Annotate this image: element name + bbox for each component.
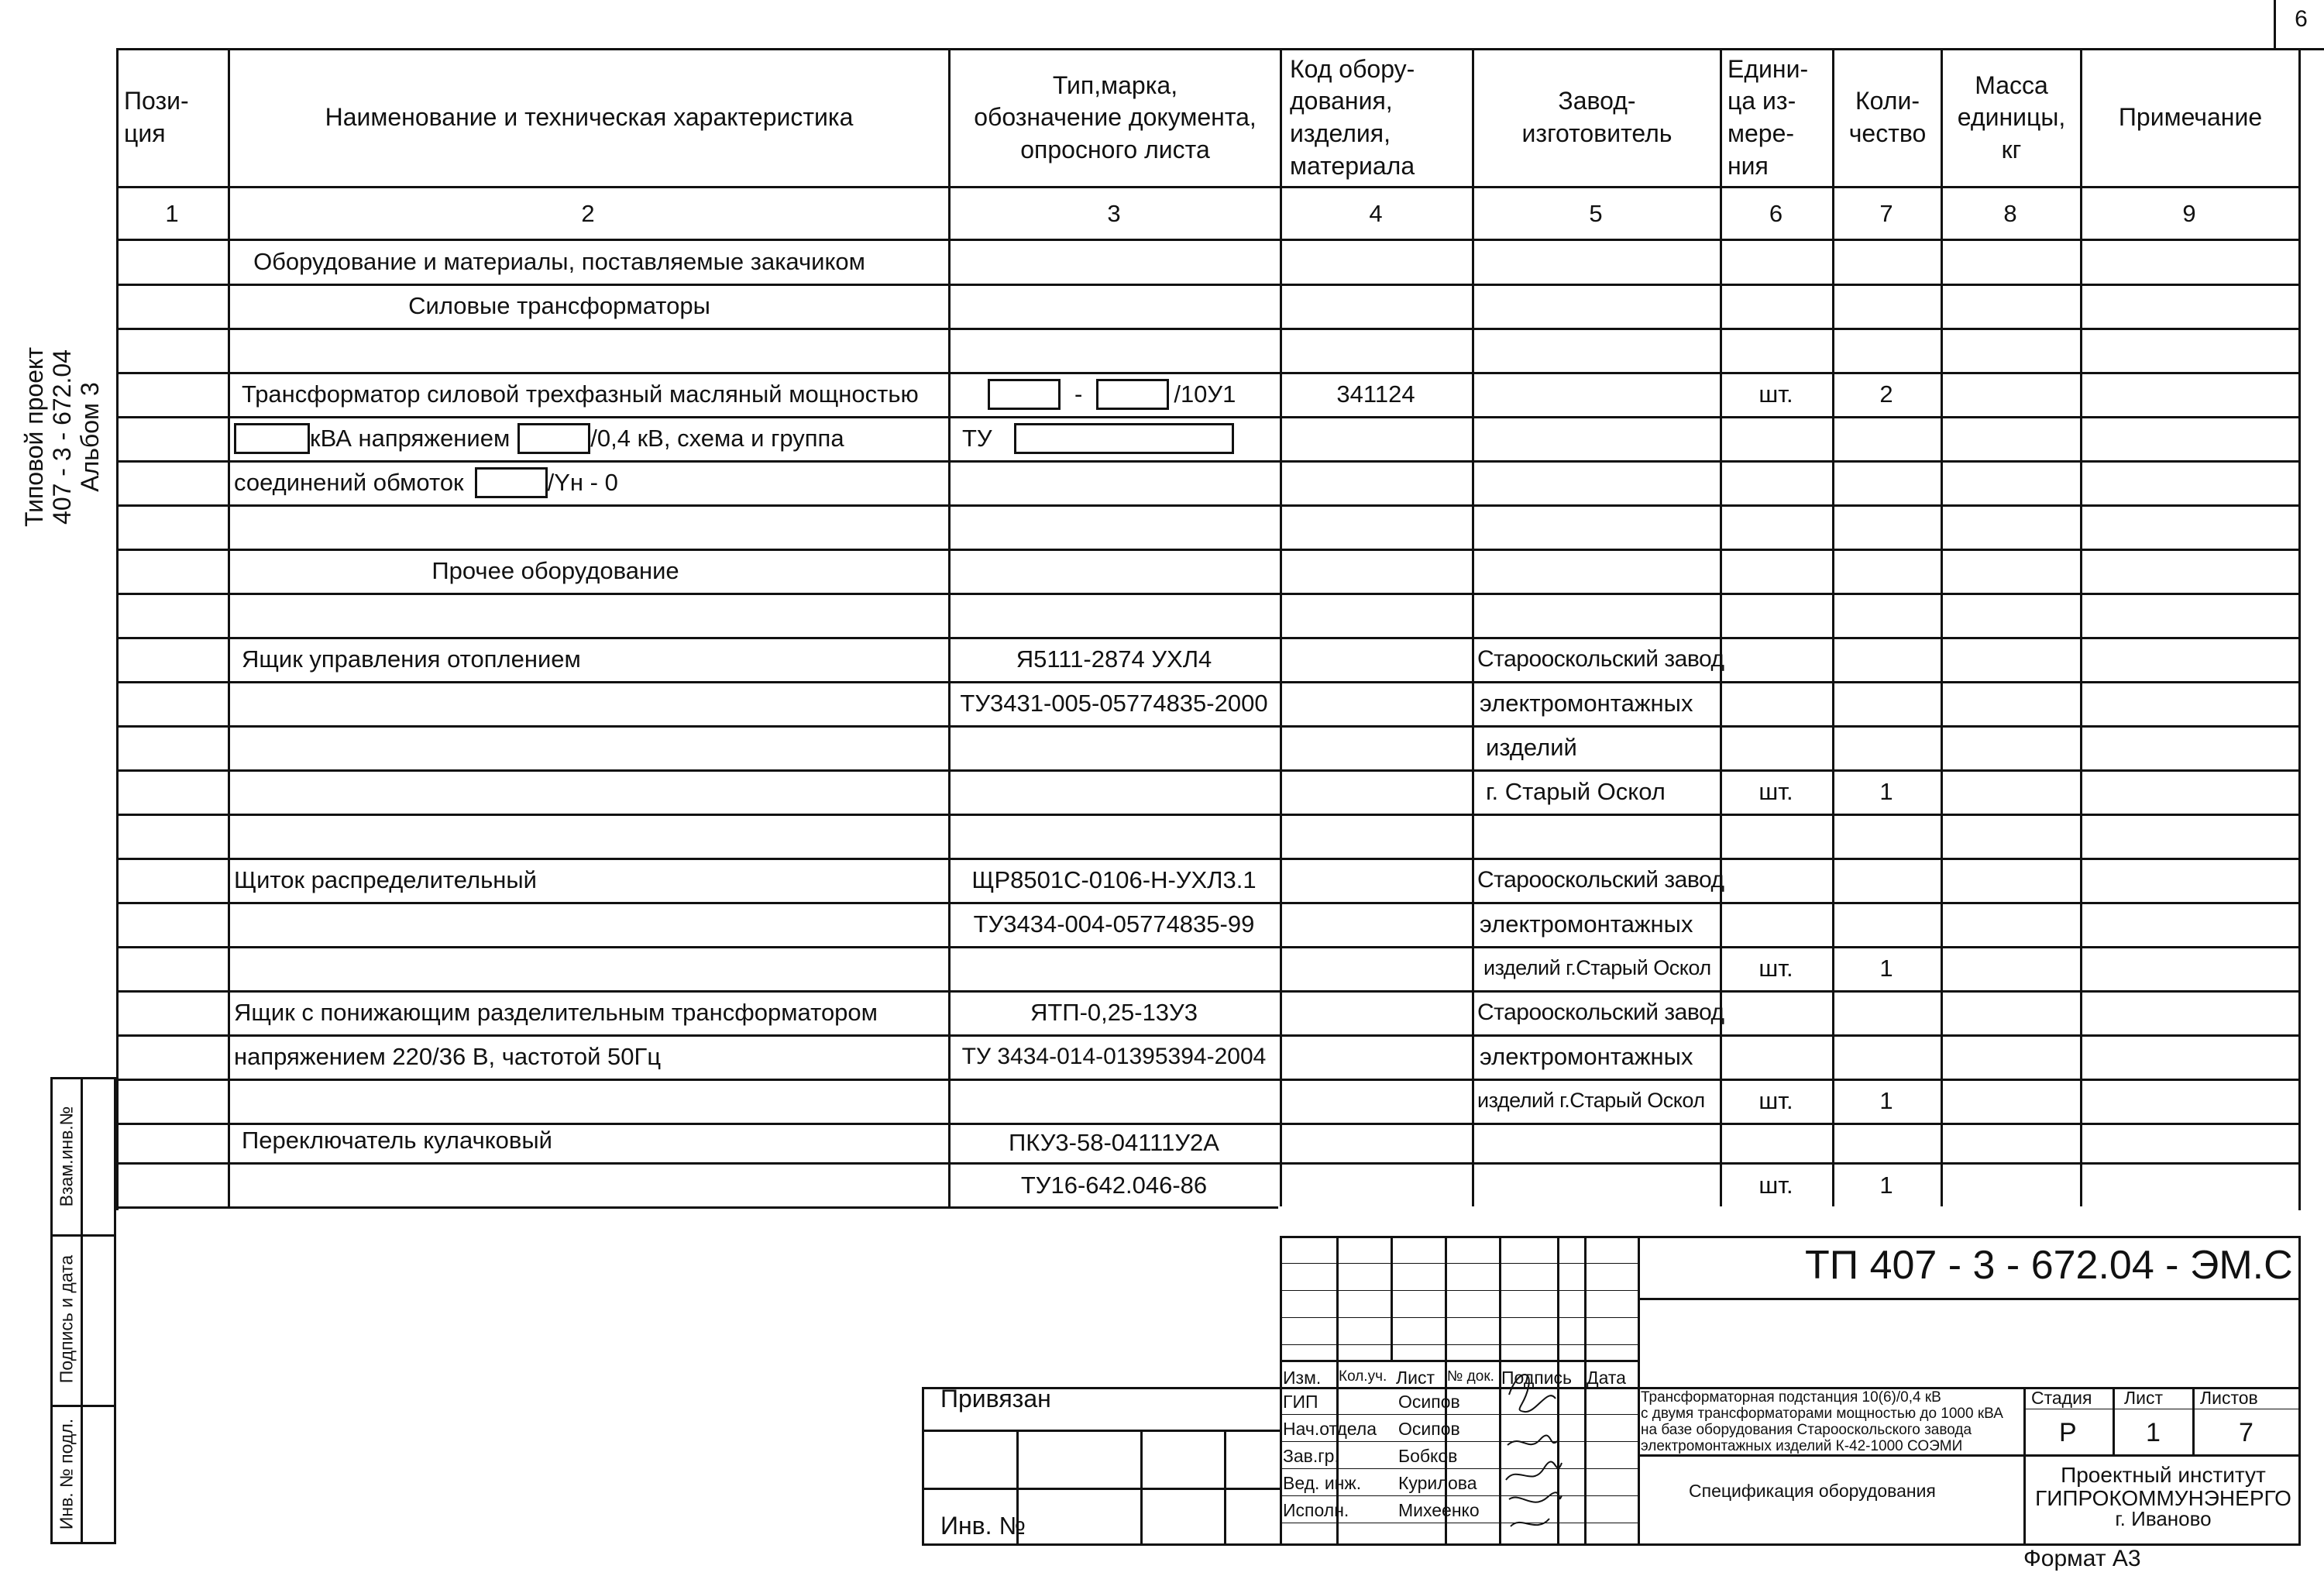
col-number-9: 9 (2182, 199, 2196, 227)
item2-unit: шт. (1758, 954, 1793, 982)
transformer-name-line3a: соединений обмоток (234, 468, 464, 496)
item1-type: Я5111-2874 УХЛ4 (1016, 645, 1212, 673)
name-gip: Осипов (1398, 1392, 1460, 1412)
sheets-label: Листов (2200, 1388, 2258, 1408)
item2-qty: 1 (1879, 954, 1893, 982)
header-note: Примечание (2118, 103, 2263, 132)
stage-label: Стадия (2031, 1388, 2092, 1408)
role-nach-otdela: Нач.отдела (1283, 1419, 1377, 1439)
podpis-data-label: Подпись и дата (56, 1254, 77, 1384)
item1-maker-line3: изделий (1486, 733, 1577, 761)
role-zav-gr: Зав.гр. (1283, 1446, 1339, 1466)
privyazan-label: Привязан (940, 1385, 1051, 1413)
item4-name: Переключатель кулачковый (242, 1127, 552, 1154)
name-nach-otdela: Осипов (1398, 1419, 1460, 1439)
transformer-name-line1: Трансформатор силовой трехфазный масляный мощностью (242, 380, 919, 408)
role-gip: ГИП (1283, 1392, 1318, 1412)
col-data: Дата (1587, 1368, 1626, 1388)
sheets-value: 7 (2239, 1418, 2254, 1447)
col-number-7: 7 (1879, 199, 1893, 227)
col-koluch: Кол.уч. (1339, 1368, 1387, 1385)
col-number-2: 2 (581, 199, 595, 227)
transformer-tu (962, 416, 1234, 460)
role-ved-inzh: Вед. инж. (1283, 1473, 1362, 1493)
header-name: Наименование и техническая характеристика (325, 103, 854, 132)
header-position: Пози- ция (124, 87, 189, 147)
organization (2026, 1463, 2301, 1530)
role-ispoln: Исполн. (1283, 1500, 1349, 1520)
name-ispoln: Михеенко (1398, 1500, 1480, 1520)
item2-maker-line3: изделий г.Старый Оскол (1483, 956, 1711, 979)
col-number-3: 3 (1107, 199, 1121, 227)
transformer-type-dash: - (1074, 380, 1083, 408)
item3-maker-line1: Старооскольский завод (1477, 999, 1724, 1025)
title-block (922, 1236, 2301, 1546)
transformer-type-field1[interactable] (988, 379, 1061, 410)
header-unit: Едини- ца из- мере- ния (1728, 54, 1809, 180)
item1-maker-line2: электромонтажных (1480, 689, 1693, 717)
col-podpis: Подпись (1501, 1368, 1573, 1388)
col-number-8: 8 (2003, 199, 2017, 227)
side-note-line1: Типовой проект (20, 346, 48, 528)
transformer-tu-label: ТУ (962, 424, 992, 452)
section-other-title: Прочее оборудование (431, 556, 679, 584)
transformer-name-line3 (234, 460, 618, 504)
transformer-name-line2b: /0,4 кВ, схема и группа (590, 424, 844, 452)
col-list: Лист (1396, 1368, 1435, 1388)
item1-tu: ТУ3431-005-05774835-2000 (960, 689, 1268, 717)
header-code: Код обору- дования, изделия, материала (1290, 54, 1415, 180)
transformer-name-line2 (234, 416, 844, 460)
item3-unit: шт. (1758, 1086, 1793, 1114)
description-line2: с двумя трансформаторами мощностью до 1000 кВА (1641, 1406, 2003, 1422)
transformer-qty: 2 (1879, 380, 1893, 408)
col-number-4: 4 (1369, 199, 1383, 227)
header-maker: Завод- изготовитель (1521, 87, 1673, 147)
org-line1: Проектный институт (2061, 1463, 2266, 1487)
item3-type: ЯТП-0,25-13У3 (1030, 998, 1198, 1026)
item4-unit: шт. (1758, 1172, 1793, 1199)
project-description (1641, 1389, 2003, 1454)
header-mass: Масса единицы, кг (1957, 71, 2066, 163)
item4-type: ПКУ3-58-04111У2А (1009, 1128, 1219, 1156)
col-ndok: № док. (1447, 1368, 1494, 1385)
item4-qty: 1 (1879, 1172, 1893, 1199)
description-line1: Трансформаторная подстанция 10(6)/0,4 кВ (1641, 1389, 1941, 1406)
side-note-line3: Альбом 3 (76, 382, 104, 492)
name-ved-inzh: Курилова (1398, 1473, 1477, 1493)
header-type: Тип,марка, обозначение документа, опросного листа (974, 71, 1257, 163)
item3-tu: ТУ 3434-014-01395394-2004 (961, 1043, 1267, 1069)
item3-maker-line3: изделий г.Старый Оскол (1477, 1089, 1705, 1112)
col-number-5: 5 (1589, 199, 1603, 227)
item2-maker-line1: Старооскольский завод (1477, 866, 1724, 893)
name-zav-gr: Бобков (1398, 1446, 1458, 1466)
transformer-unit: шт. (1758, 380, 1793, 408)
col-number-6: 6 (1769, 199, 1783, 227)
col-number-1: 1 (165, 199, 179, 227)
transformer-type-suffix: /10У1 (1174, 380, 1236, 408)
item1-maker-line4: г. Старый Оскол (1486, 777, 1666, 805)
item1-unit: шт. (1758, 777, 1793, 805)
sheet-value: 1 (2146, 1418, 2161, 1447)
section-transformers-title: Силовые трансформаторы (408, 291, 710, 319)
tu-field[interactable] (1014, 423, 1234, 454)
side-note-line2: 407 - 3 - 672.04 (48, 349, 76, 525)
format-label: Формат А3 (2023, 1546, 2141, 1571)
side-note (20, 329, 104, 545)
org-line2: ГИПРОКОММУНЭНЕРГО (2035, 1486, 2291, 1510)
transformer-name-line3b: /Yн - 0 (547, 468, 618, 496)
transformer-name-line2a: кВА напряжением (310, 424, 511, 452)
item2-name: Щиток распределительный (234, 865, 537, 893)
inv-podl-label: Инв. № подл. (56, 1418, 77, 1530)
item1-qty: 1 (1879, 777, 1893, 805)
page-number: 6 (2295, 6, 2308, 32)
signatures (1501, 1364, 1563, 1542)
col-izm: Изм. (1283, 1368, 1322, 1388)
item3-name-line1: Ящик с понижающим разделительным трансформатором (234, 998, 878, 1026)
item4-tu: ТУ16-642.046-86 (1020, 1172, 1208, 1199)
transformer-code: 341124 (1336, 380, 1415, 408)
power-field[interactable] (234, 423, 310, 454)
item3-name-line2: напряжением 220/36 В, частотой 50Гц (234, 1042, 662, 1070)
section-main-title: Оборудование и материалы, поставляемые закачиком (253, 248, 865, 275)
item3-maker-line2: электромонтажных (1480, 1042, 1693, 1070)
description-line3: на базе оборудования Старооскольского завода (1641, 1422, 1972, 1438)
description-line4: электромонтажных изделий К-42-1000 СОЭМИ (1641, 1438, 1963, 1454)
org-line3: г. Иваново (2115, 1507, 2212, 1530)
item1-name: Ящик управления отоплением (242, 645, 581, 673)
voltage-field[interactable] (517, 423, 590, 454)
sheet-label: Лист (2124, 1388, 2163, 1408)
document-title: Спецификация оборудования (1689, 1481, 1936, 1501)
item2-type: ЩР8501С-0106-Н-УХЛ3.1 (971, 865, 1257, 893)
item2-tu: ТУ3434-004-05774835-99 (973, 910, 1255, 938)
transformer-type (988, 372, 1236, 416)
page-number-box (2274, 0, 2324, 50)
inv-no-label: Инв. № (940, 1512, 1026, 1540)
transformer-type-field2[interactable] (1096, 379, 1169, 410)
item2-maker-line2: электромонтажных (1480, 910, 1693, 938)
left-stamp (50, 1077, 116, 1544)
vzam-inv-label: Взам.инв.№ (56, 1106, 77, 1207)
document-code: ТП 407 - 3 - 672.04 - ЭМ.С (1805, 1243, 2293, 1288)
item1-maker-line1: Старооскольский завод (1477, 645, 1724, 672)
winding-group-field[interactable] (475, 467, 548, 498)
item3-qty: 1 (1879, 1086, 1893, 1114)
header-qty: Коли- чество (1848, 87, 1927, 147)
stage-value: Р (2059, 1418, 2077, 1447)
